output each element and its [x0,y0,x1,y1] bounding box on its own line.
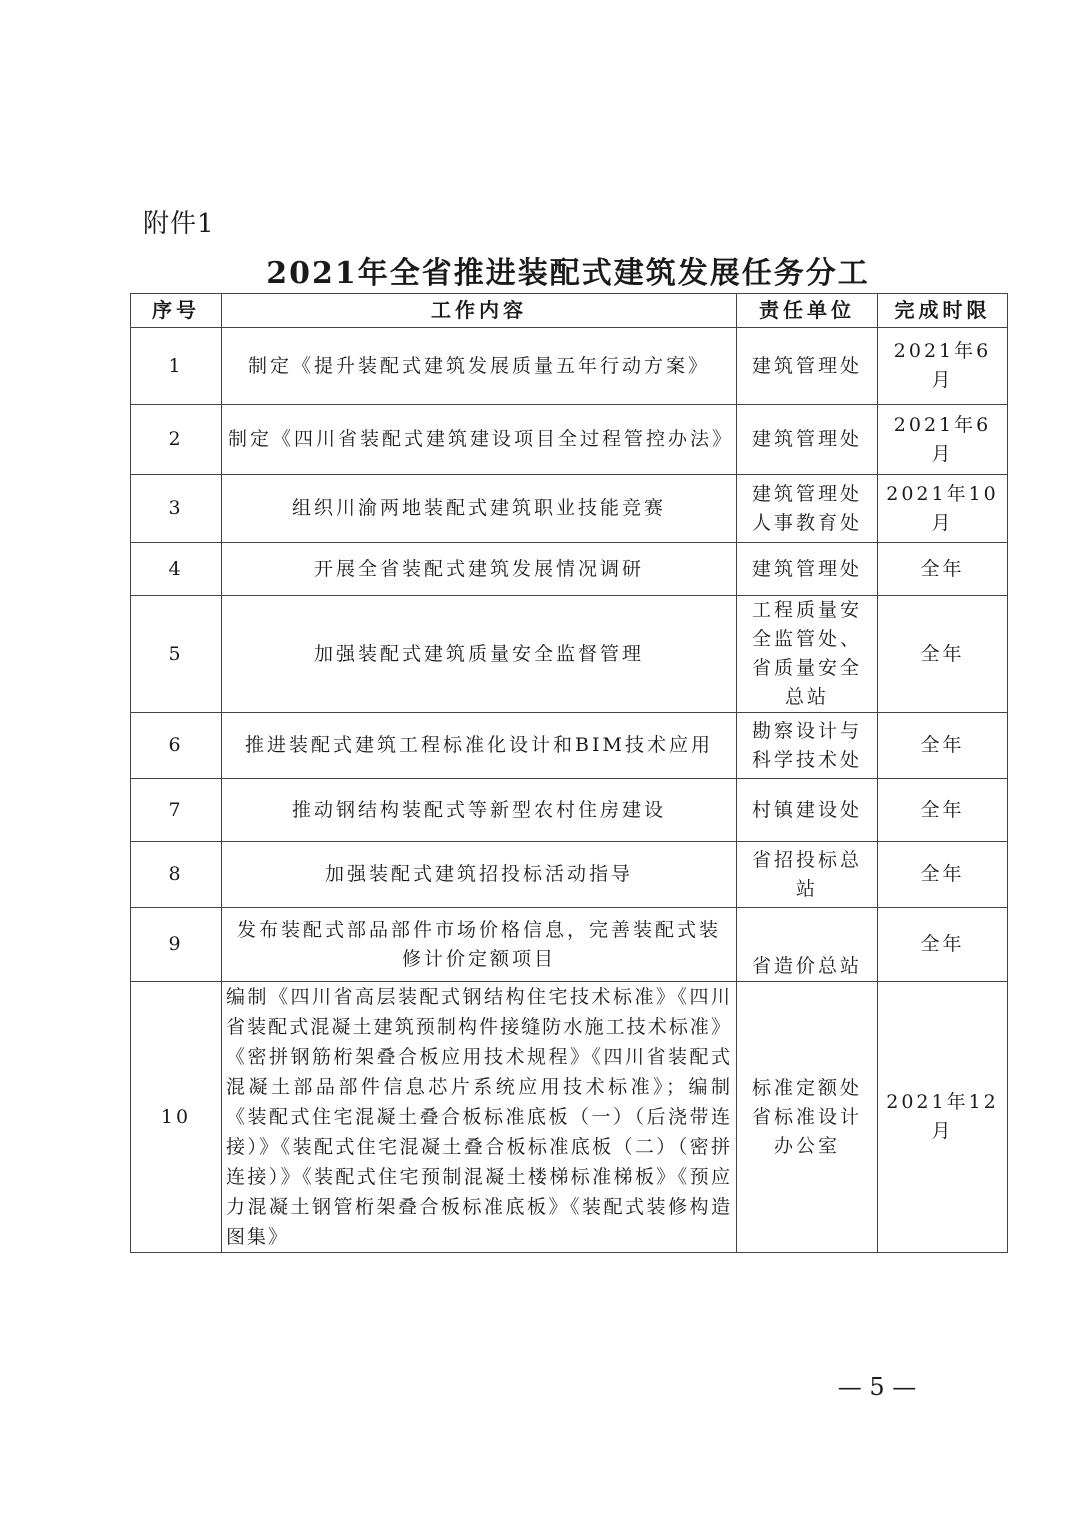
header-content: 工作内容 [222,294,737,328]
row-content: 推进装配式建筑工程标准化设计和BIM技术应用 [222,713,737,779]
row-content: 开展全省装配式建筑发展情况调研 [222,543,737,596]
row-index: 6 [131,713,222,779]
task-table [130,293,1008,1253]
row-unit: 省造价总站 [737,908,878,982]
row-index: 1 [131,328,222,405]
row-content: 发布装配式部品部件市场价格信息，完善装配式装修计价定额项目 [222,908,737,982]
row-content: 推动钢结构装配式等新型农村住房建设 [222,779,737,842]
table-row [131,779,1008,842]
row-deadline: 2021年6月 [878,405,1008,475]
row-deadline: 全年 [878,713,1008,779]
row-unit: 省招投标总站 [737,842,878,908]
row-content: 加强装配式建筑招投标活动指导 [222,842,737,908]
table-row [131,475,1008,543]
table-row [131,982,1008,1253]
row-index: 4 [131,543,222,596]
row-index: 2 [131,405,222,475]
document-title: 2021年全省推进装配式建筑发展任务分工 [266,256,870,291]
row-unit: 村镇建设处 [737,779,878,842]
row-index: 10 [131,982,222,1253]
row-deadline: 全年 [878,908,1008,982]
row-deadline: 全年 [878,543,1008,596]
row-unit: 工程质量安全监管处、省质量安全总站 [737,596,878,713]
page-number: — 5 — [837,1373,917,1401]
row-unit: 建筑管理处 [737,405,878,475]
table-row [131,405,1008,475]
row-unit: 建筑管理处人事教育处 [737,475,878,543]
row-unit: 标准定额处省标准设计办公室 [737,982,878,1253]
header-index: 序号 [131,294,222,328]
row-index: 5 [131,596,222,713]
table-row [131,596,1008,713]
attachment-label: 附件1 [143,209,215,239]
header-unit: 责任单位 [737,294,878,328]
row-unit: 建筑管理处 [737,328,878,405]
row-deadline: 2021年10月 [878,475,1008,543]
row-index: 7 [131,779,222,842]
table-row [131,908,1008,982]
row-index: 8 [131,842,222,908]
table-row [131,543,1008,596]
row-index: 3 [131,475,222,543]
row-deadline: 全年 [878,842,1008,908]
row-content: 编制《四川省高层装配式钢结构住宅技术标准》《四川省装配式混凝土建筑预制构件接缝防水施工技术标准》《密拼钢筋桁架叠合板应用技术规程》《四川省装配式混凝土部品部件信息芯片系统应用技术标准》；编制《装配式住宅混凝土叠合板标准底板（一）（后浇带连接）》《装配式住宅混凝土叠合板标准底板（二）（密拼连接）》《装配式住宅预制混凝土楼梯标准梯板》《预应力混凝土钢管桁架叠合板标准底板》《装配式装修构造图集》 [222,982,737,1253]
row-deadline: 全年 [878,779,1008,842]
table-row [131,842,1008,908]
row-unit: 建筑管理处 [737,543,878,596]
row-index: 9 [131,908,222,982]
header-deadline: 完成时限 [878,294,1008,328]
row-deadline: 2021年12月 [878,982,1008,1253]
row-content: 加强装配式建筑质量安全监督管理 [222,596,737,713]
table-header-row [131,294,1008,328]
row-deadline: 全年 [878,596,1008,713]
row-unit: 勘察设计与科学技术处 [737,713,878,779]
row-content: 组织川渝两地装配式建筑职业技能竞赛 [222,475,737,543]
table-row [131,713,1008,779]
row-content: 制定《提升装配式建筑发展质量五年行动方案》 [222,328,737,405]
row-deadline: 2021年6月 [878,328,1008,405]
row-content: 制定《四川省装配式建筑建设项目全过程管控办法》 [222,405,737,475]
table-row [131,328,1008,405]
